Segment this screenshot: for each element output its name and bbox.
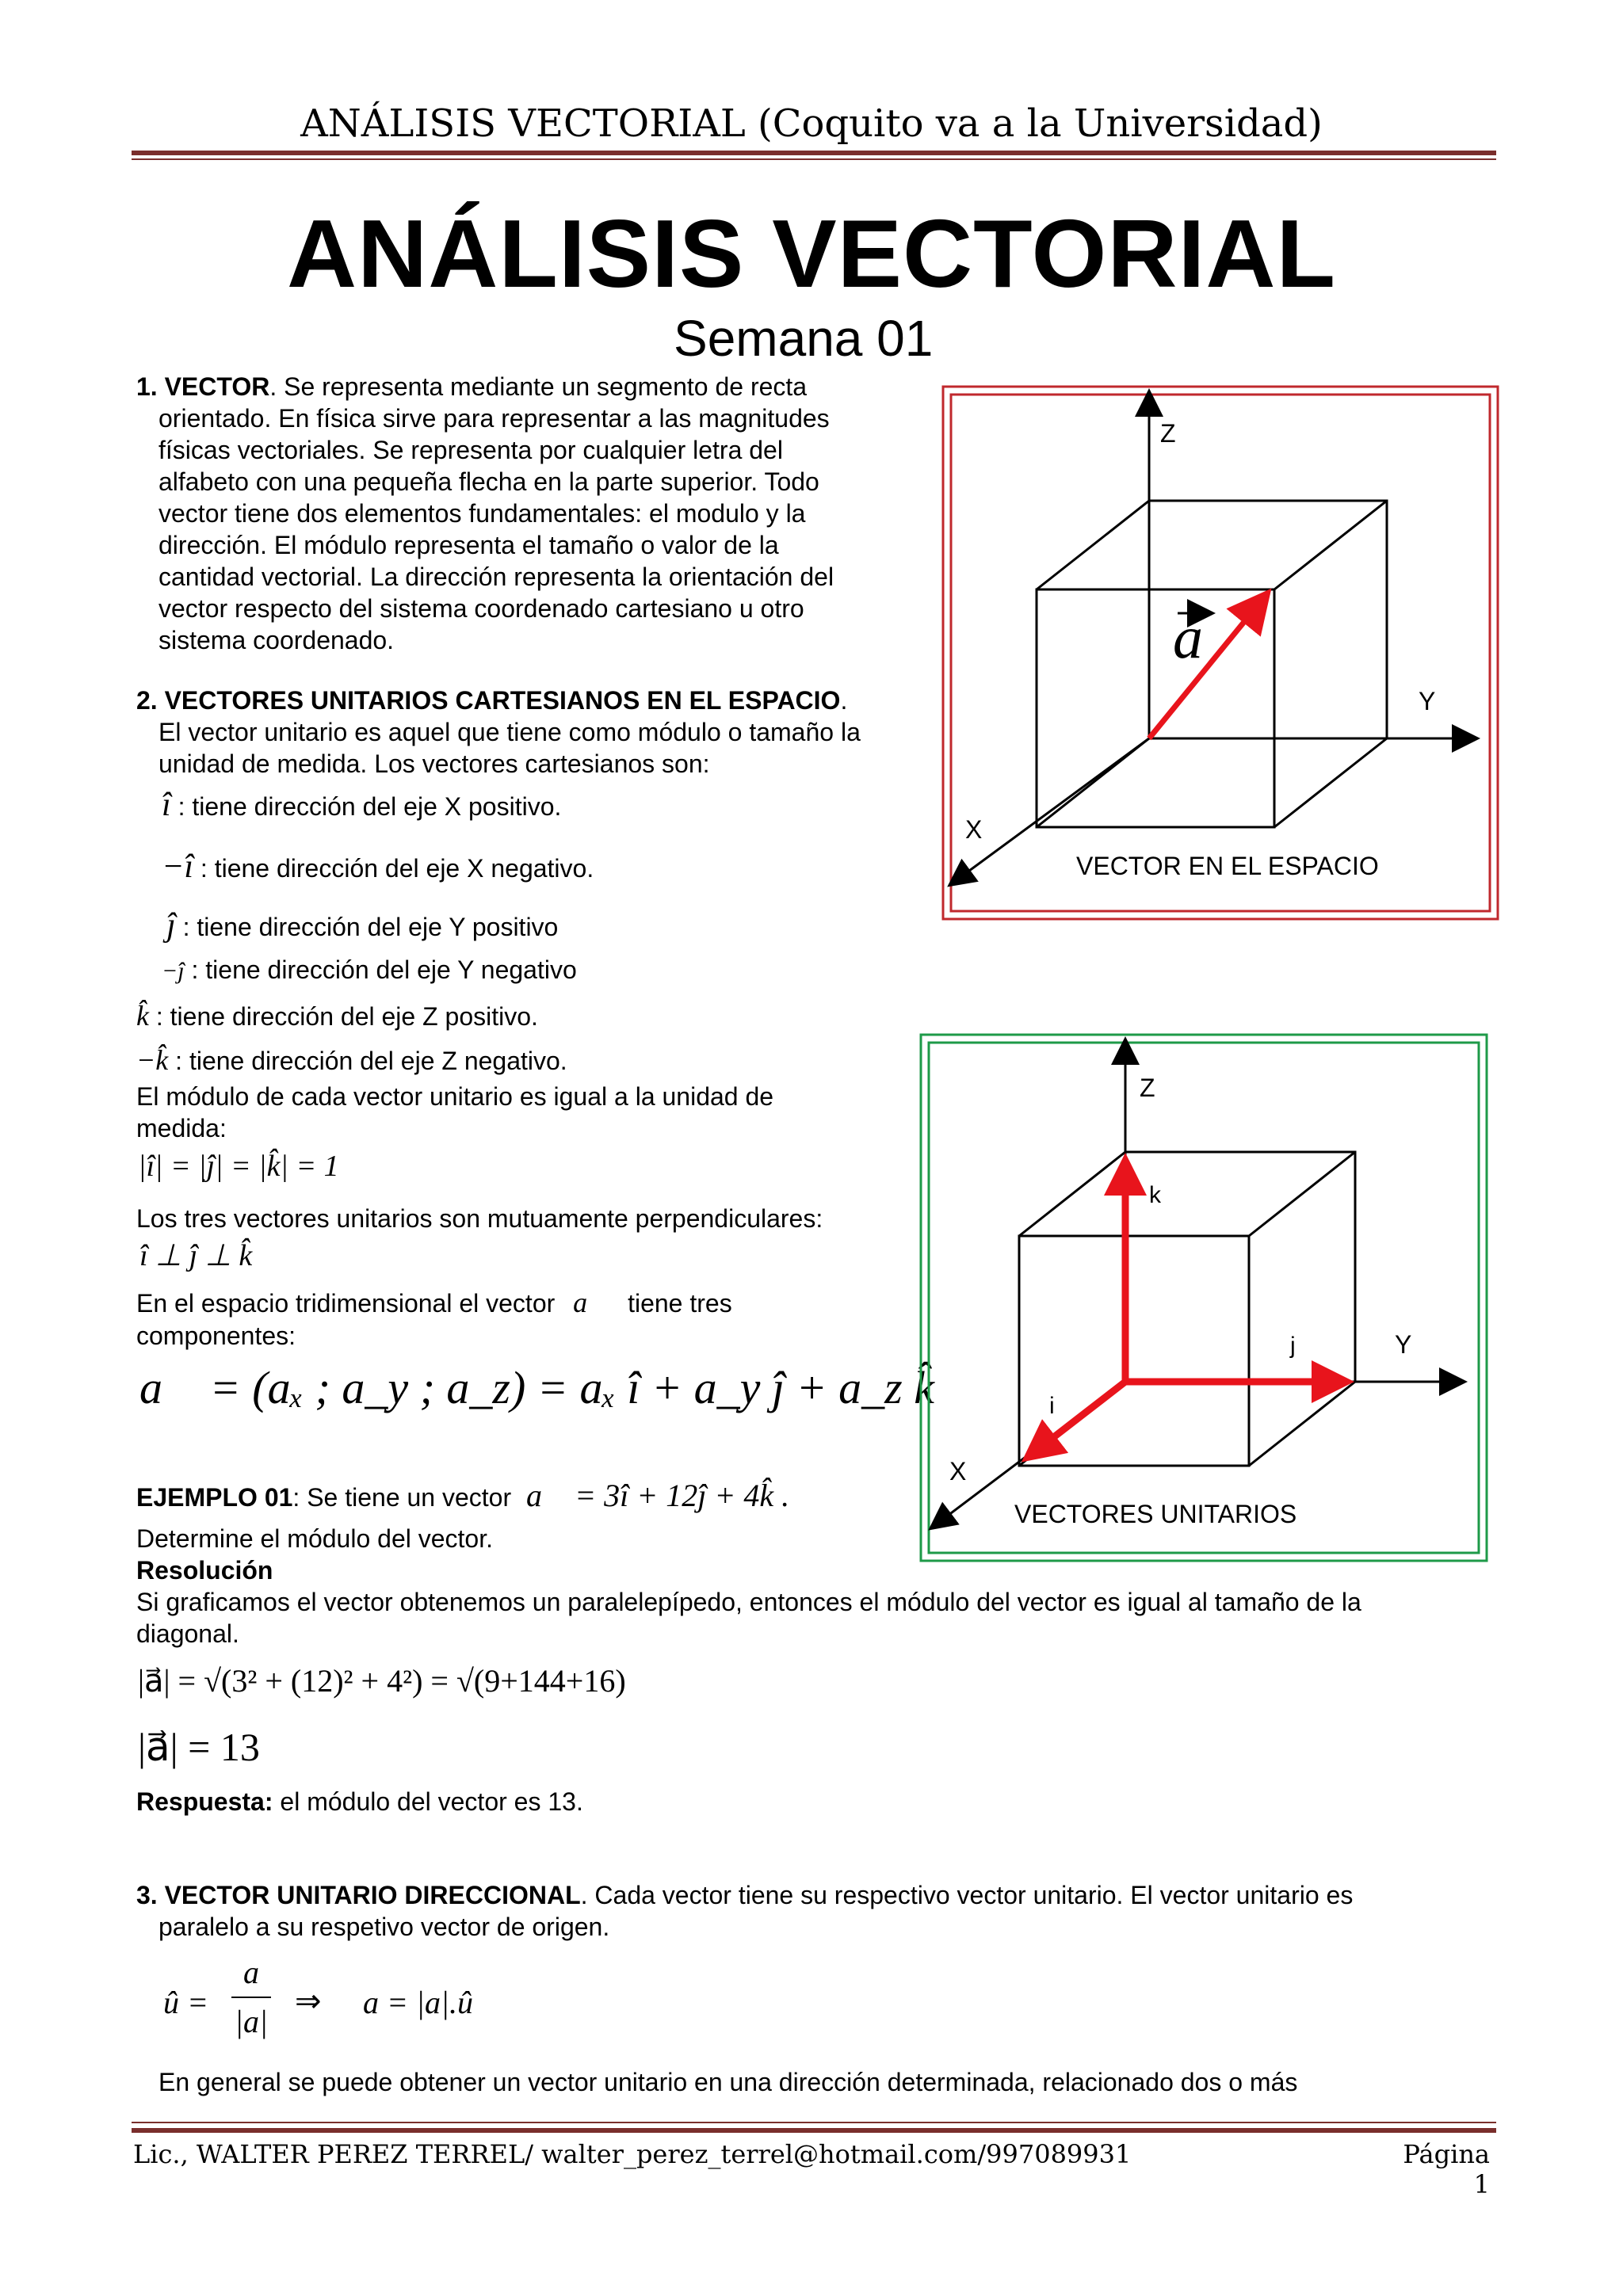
example-text: : Se tiene un vector xyxy=(292,1483,512,1512)
formula-left: û = xyxy=(163,1985,208,2020)
unit-vector-item xyxy=(162,954,577,987)
section-1-heading: 1. VECTOR xyxy=(136,372,270,401)
resolution-line: Si graficamos el vector obtenemos un paralelepípedo, entonces el módulo del vector es igual al tamaño de la xyxy=(136,1588,1361,1616)
x-label: X xyxy=(965,815,983,844)
components-text-a: En el espacio tridimensional el vector xyxy=(136,1289,556,1318)
j-label: j xyxy=(1290,1333,1296,1359)
unit-description: : tiene dirección del eje Y positivo xyxy=(175,913,559,941)
formula-denominator: |a| xyxy=(235,2004,268,2039)
section-3-heading: 3. VECTOR UNITARIO DIRECCIONAL xyxy=(136,1881,581,1909)
figure-unit-vectors xyxy=(919,1033,1490,1564)
page-number: Página 1 xyxy=(1403,2139,1490,2199)
section-1 xyxy=(136,371,921,656)
unit-vector-item xyxy=(136,1044,567,1077)
section-2-line: El vector unitario es aquel que tiene como módulo o tamaño la xyxy=(158,718,861,746)
section-1-line: dirección. El módulo representa el tamaño o valor de la xyxy=(158,531,779,559)
modulo-text: El módulo de cada vector unitario es igual a la unidad de xyxy=(136,1082,774,1111)
modulo-paragraph xyxy=(136,1081,929,1144)
section-2-dot: . xyxy=(840,686,848,715)
section-1-line: físicas vectoriales. Se representa por cualquier letra del xyxy=(158,436,783,464)
section-3 xyxy=(136,1879,1515,1943)
unit-symbol: −î xyxy=(162,849,194,885)
formula-right: a = |a|.û xyxy=(363,1985,473,2020)
section-2 xyxy=(136,685,937,780)
components-text: componentes: xyxy=(136,1322,296,1350)
footer-rule-thin xyxy=(132,2122,1496,2123)
y-label: Y xyxy=(1395,1330,1412,1359)
unit-symbol: −ĵ xyxy=(162,958,185,984)
resolution-text xyxy=(136,1586,1507,1650)
vector-a-symbol: a⃗ xyxy=(573,1287,610,1318)
section-3-first-line: . Cada vector tiene su respectivo vector unitario. El vector unitario es xyxy=(580,1881,1354,1909)
unit-vector-item xyxy=(162,789,561,822)
unit-symbol: î xyxy=(162,787,171,823)
header-rule xyxy=(132,151,1496,155)
perpendicular-equation: î ⊥ ĵ ⊥ k̂ xyxy=(139,1239,253,1272)
running-header: ANÁLISIS VECTORIAL (Coquito va a la Universidad) xyxy=(300,101,1323,146)
vector-a-arrow xyxy=(1149,593,1268,738)
section-1-line: orientado. En física sirve para representar a las magnitudes xyxy=(158,404,830,433)
footer-rule xyxy=(132,2128,1496,2133)
answer xyxy=(136,1786,583,1817)
z-label: Z xyxy=(1140,1074,1155,1102)
unit-symbol: −k̂ xyxy=(136,1044,169,1076)
header-rule-thin xyxy=(132,158,1496,160)
figure-1-caption: VECTOR EN EL ESPACIO xyxy=(1076,852,1379,880)
section-1-first-line: . Se representa mediante un segmento de recta xyxy=(269,372,808,401)
z-label: Z xyxy=(1160,419,1176,448)
section-1-line: sistema coordenado. xyxy=(158,626,395,654)
resolution-line: diagonal. xyxy=(136,1619,239,1648)
components-text-b: tiene tres xyxy=(628,1289,732,1318)
x-label: X xyxy=(949,1457,967,1486)
page-title: ANÁLISIS VECTORIAL xyxy=(287,200,1336,307)
section-2-line: unidad de medida. Los vectores cartesianos son: xyxy=(158,749,710,778)
implies-arrow: ⇒ xyxy=(295,1983,322,2019)
section-1-line: vector respecto del sistema coordenado cartesiano u otro xyxy=(158,594,804,623)
modulo-equation: |î| = |ĵ| = |k̂| = 1 xyxy=(138,1150,339,1183)
k-label: k xyxy=(1149,1182,1161,1208)
section-2-heading: 2. VECTORES UNITARIOS CARTESIANOS EN EL ESPACIO xyxy=(136,686,841,715)
components-text xyxy=(136,1287,732,1319)
unit-symbol: ĵ xyxy=(166,907,176,944)
unit-description: : tiene dirección del eje X positivo. xyxy=(170,792,562,821)
calculation-result: |a⃗| = 13 xyxy=(138,1725,260,1769)
frame-inner xyxy=(929,1043,1479,1553)
section-1-line: vector tiene dos elementos fundamentales: el modulo y la xyxy=(158,499,806,528)
unit-description: : tiene dirección del eje Y negativo xyxy=(184,955,577,984)
y-label: Y xyxy=(1419,687,1436,715)
figure-vector-space xyxy=(941,385,1499,924)
cube-front-face xyxy=(1019,1236,1249,1466)
fraction-bar xyxy=(231,1997,271,1998)
calculation-line: |a⃗| = √(3² + (12)² + 4²) = √(9+144+16) xyxy=(138,1663,626,1699)
formula-numerator: a xyxy=(243,1955,259,1990)
modulo-text: medida: xyxy=(136,1114,227,1142)
example-equation: a⃗ = 3î + 12ĵ + 4k̂ . xyxy=(526,1478,790,1513)
i-unit-arrow xyxy=(1027,1382,1125,1458)
example-question: Determine el módulo del vector. xyxy=(136,1524,493,1553)
unit-description: : tiene dirección del eje Z positivo. xyxy=(148,1002,538,1031)
unit-vector-item xyxy=(136,1000,538,1032)
section-1-line: alfabeto con una pequeña flecha en la parte superior. Todo xyxy=(158,467,819,496)
components-equation: a⃗ = (aₓ ; a_y ; a_z) = aₓ î + a_y ĵ + a_z k̂ xyxy=(139,1362,934,1413)
unit-description: : tiene dirección del eje X negativo. xyxy=(193,854,594,883)
figure-2-caption: VECTORES UNITARIOS xyxy=(1014,1500,1297,1528)
answer-text: el módulo del vector es 13. xyxy=(273,1787,583,1816)
section-1-line: cantidad vectorial. La dirección representa la orientación del xyxy=(158,563,834,591)
frame-outer xyxy=(921,1035,1487,1561)
section-3-line: paralelo a su respetivo vector de origen. xyxy=(158,1913,610,1941)
i-label: i xyxy=(1049,1393,1055,1419)
section-3-last-line: En general se puede obtener un vector unitario en una dirección determinada, relacionado dos o más xyxy=(158,2068,1298,2096)
resolution-label: Resolución xyxy=(136,1556,273,1585)
unit-direction-formula xyxy=(163,1954,639,2065)
page-subtitle: Semana 01 xyxy=(674,310,934,367)
unit-vector-item xyxy=(162,851,594,884)
example-label: EJEMPLO 01 xyxy=(136,1483,293,1512)
example-statement xyxy=(136,1480,789,1513)
answer-label: Respuesta: xyxy=(136,1787,273,1816)
vector-a-label: a xyxy=(1173,605,1203,671)
unit-vector-item xyxy=(166,907,559,944)
unit-description: : tiene dirección del eje Z negativo. xyxy=(168,1047,567,1075)
unit-symbol: k̂ xyxy=(136,1000,149,1032)
perpendicular-text: Los tres vectores unitarios son mutuamente perpendiculares: xyxy=(136,1204,823,1233)
footer-author: Lic., WALTER PEREZ TERREL/ walter_perez_terrel@hotmail.com/997089931 xyxy=(133,2139,1132,2169)
